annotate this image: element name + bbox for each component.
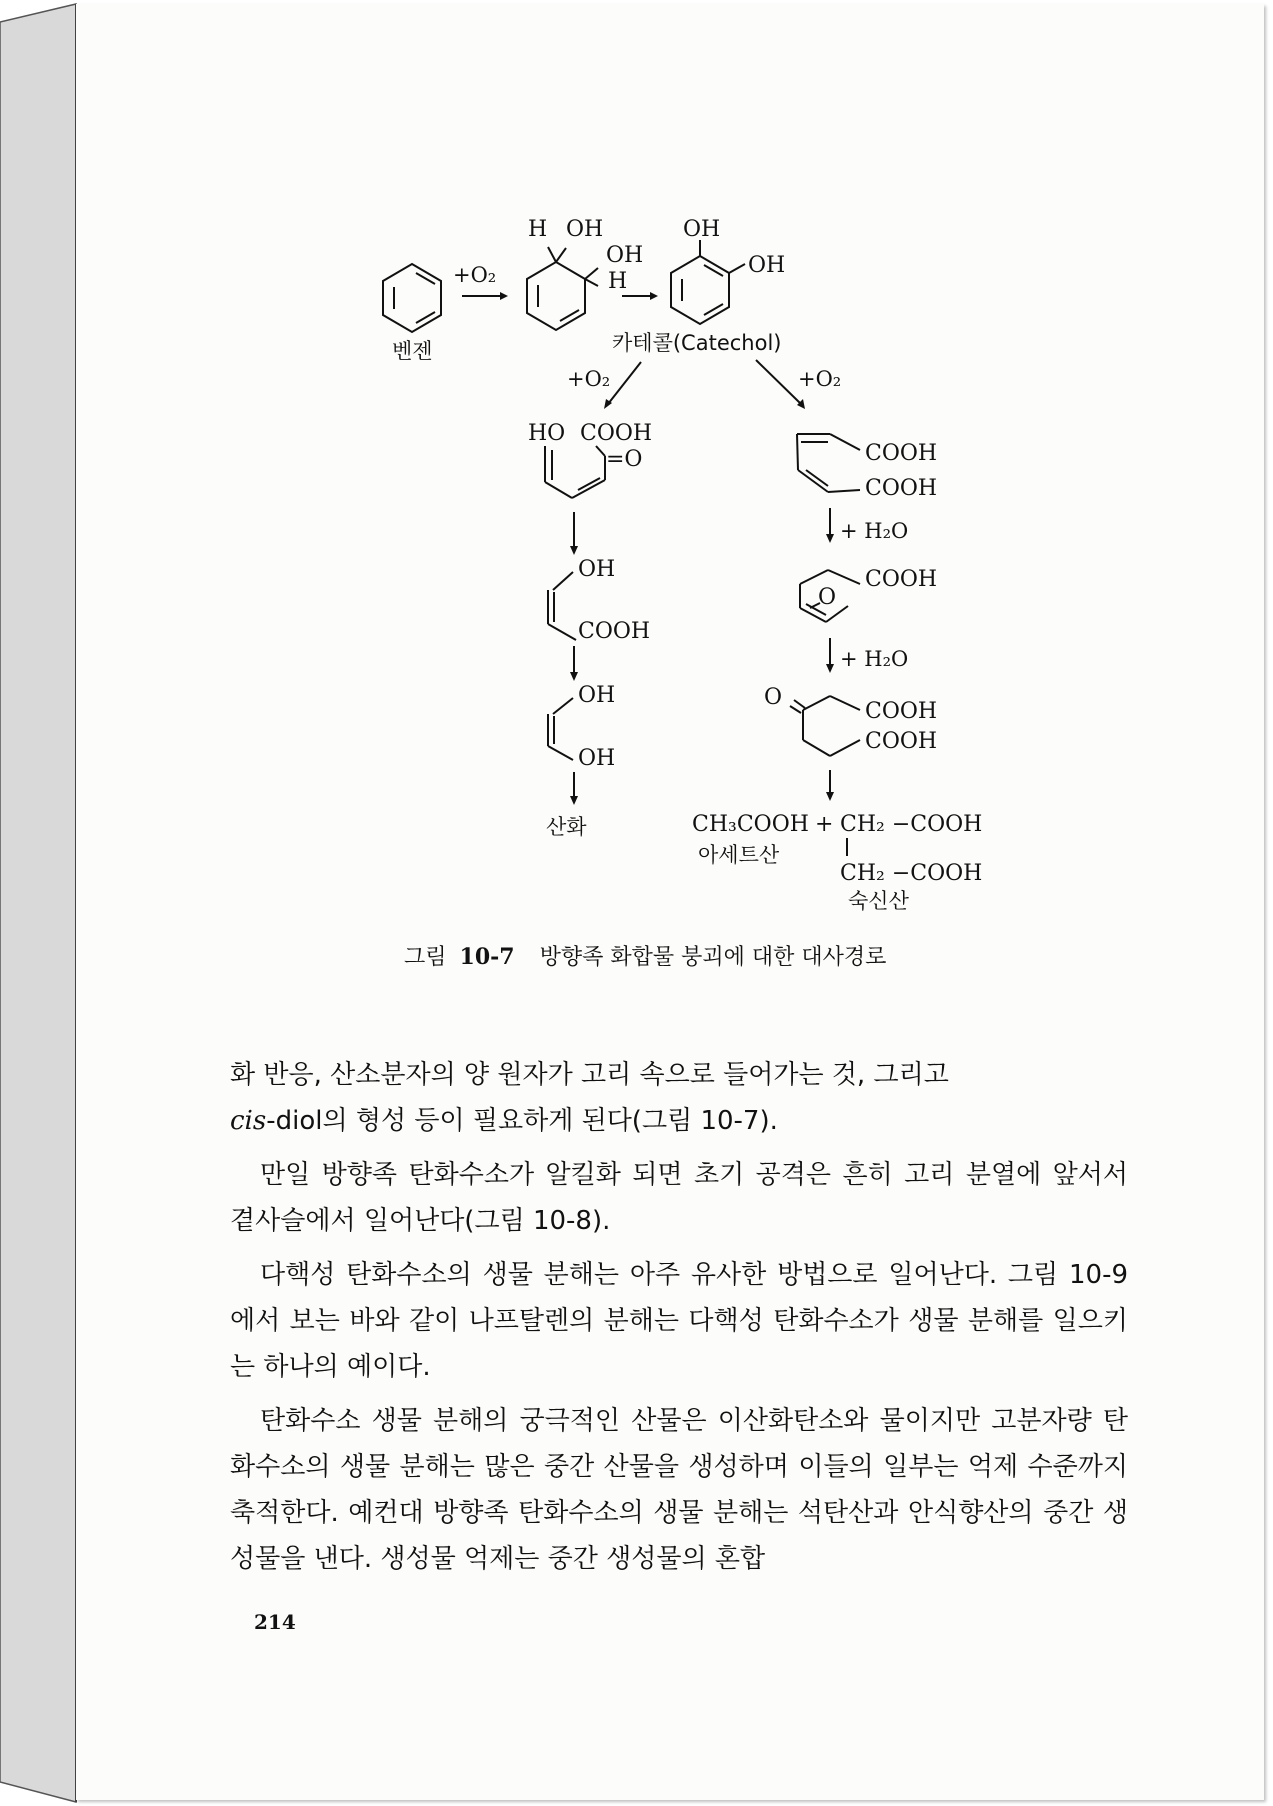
paragraph-2: 만일 방향족 탄화수소가 알킬화 되면 초기 공격은 흔히 고리 분열에 앞서서 곁사슬에서 일어난다(그림 10-8). — [230, 1160, 1128, 1236]
succinic-top-formula: CH₂ −COOH — [840, 812, 983, 837]
paragraph-4: 탄화수소 생물 분해의 궁극적인 산물은 이산화탄소와 물이지만 고분자량 탄화수소의 생물 분해는 많은 중간 산물을 생성하며 이들의 일부는 억제 수준까지 축적한다. 예컨대 방향족 탄화수소의 생물 분해는 석탄산과 안식향산의 중간 생성물을 낸다. 생성물 억제는 중간 생성물의 혼합 — [230, 1406, 1128, 1574]
cis-diol-ring — [527, 247, 598, 330]
page-number: 214 — [254, 1610, 296, 1634]
right-keto-cooh-1: COOH — [865, 699, 938, 724]
left-mid-oh: OH — [578, 557, 616, 582]
lactone-o: O — [818, 585, 837, 610]
benzene-label: 벤젠 — [392, 339, 433, 363]
plus-sign: + — [815, 812, 834, 837]
caption-prefix: 그림 — [404, 945, 447, 970]
paragraph-1-b: -diol의 형성 등이 필요하게 된다(그림 10-7). — [266, 1106, 778, 1136]
left-low-oh1: OH — [578, 683, 616, 708]
right-lactone-cooh: COOH — [865, 567, 938, 592]
o2-label-1: +O₂ — [453, 263, 497, 287]
right-keto-adipate — [790, 696, 860, 756]
caption-number: 10-7 — [459, 944, 515, 970]
right-product-1 — [797, 434, 860, 492]
acetic-acid-label: 아세트산 — [698, 843, 780, 867]
diol-oh-right: OH — [606, 243, 644, 268]
paragraph-1 — [230, 1052, 1128, 1144]
paragraph-1-a: 화 반응, 산소분자의 양 원자가 고리 속으로 들어가는 것, 그리고 — [230, 1060, 949, 1090]
left-product-2 — [548, 572, 576, 640]
caption-title: 방향족 화합물 붕괴에 대한 대사경로 — [539, 945, 887, 970]
figure-caption — [404, 940, 1024, 971]
right-keto-o: O — [764, 685, 783, 710]
benzene-ring — [383, 264, 441, 332]
left-product-1 — [545, 446, 605, 498]
succinic-bottom-formula: CH₂ −COOH — [840, 861, 983, 886]
h2o-label-1: + H₂O — [840, 519, 909, 543]
left-cooh-top: COOH — [580, 421, 653, 446]
diol-h-top: H — [528, 217, 548, 242]
catechol-ring — [671, 240, 745, 324]
succinic-acid-label: 숙신산 — [848, 889, 909, 913]
left-product-3 — [548, 698, 573, 760]
body-text — [230, 1052, 1128, 1590]
paragraph-3: 다핵성 탄화수소의 생물 분해는 아주 유사한 방법으로 일어난다. 그림 10-9에서 보는 바와 같이 나프탈렌의 분해는 다핵성 탄화수소가 생물 분해를 일으키는 하나의 예이다. — [230, 1260, 1128, 1382]
arrow-left-branch — [608, 362, 641, 404]
catechol-oh-top: OH — [683, 217, 721, 242]
right-o2-label: +O₂ — [798, 367, 842, 391]
right-cooh-2: COOH — [865, 476, 938, 501]
left-mid-cooh: COOH — [578, 619, 651, 644]
arrow-right-branch — [756, 360, 801, 404]
left-final-product: 산화 — [546, 815, 587, 839]
left-low-oh2: OH — [578, 746, 616, 771]
acetic-acid-formula: CH₃COOH — [692, 812, 809, 837]
left-keto-o: =O — [606, 447, 643, 472]
right-cooh-1: COOH — [865, 441, 938, 466]
h2o-label-2: + H₂O — [840, 647, 909, 671]
left-ho: HO — [528, 421, 566, 446]
diol-oh-top: OH — [566, 217, 604, 242]
left-o2-label: +O₂ — [567, 367, 611, 391]
right-keto-cooh-2: COOH — [865, 729, 938, 754]
diol-h-right: H — [608, 269, 628, 294]
catechol-oh-right: OH — [748, 253, 786, 278]
paragraph-1-italic: cis — [230, 1106, 267, 1136]
catechol-label: 카테콜(Catechol) — [612, 331, 782, 355]
